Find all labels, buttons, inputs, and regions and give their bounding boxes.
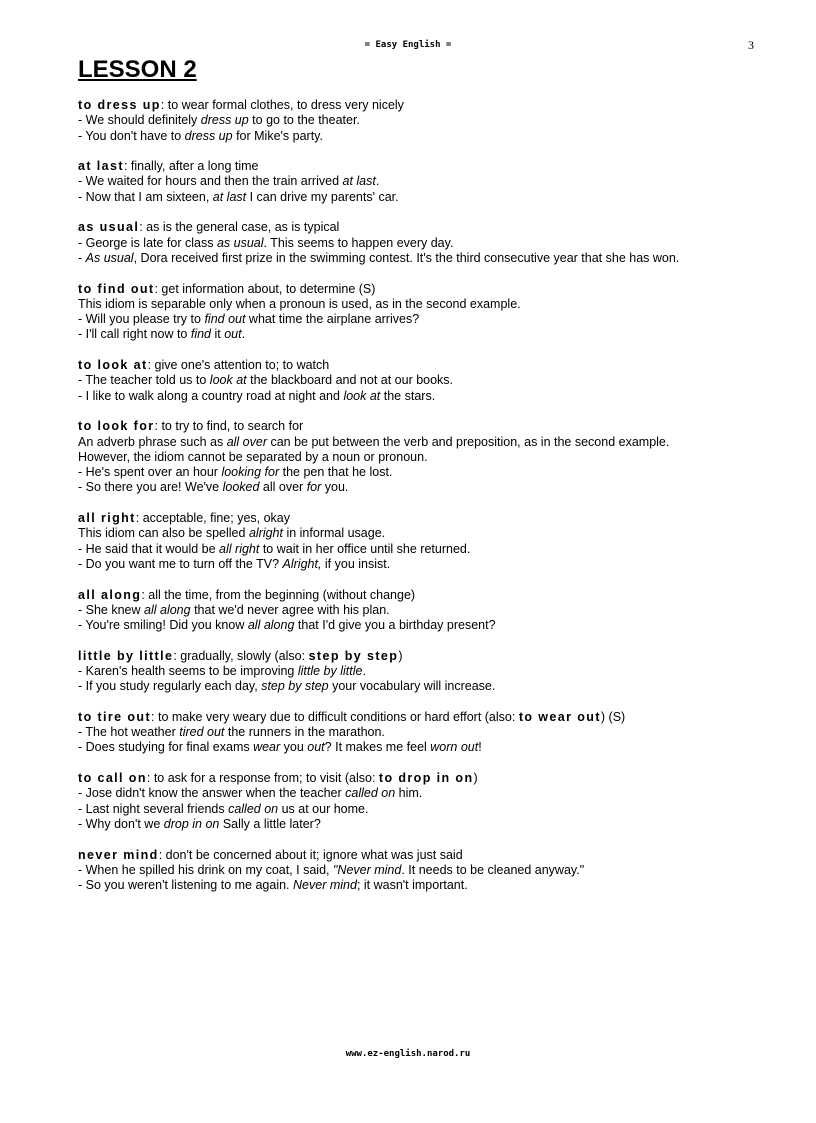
idiom-definition: [78, 511, 768, 526]
text-segment: . This seems to happen every day.: [263, 235, 454, 250]
idiom-definition: [78, 588, 768, 603]
idiom-example-line: [78, 327, 768, 342]
idiom-emphasis: step by step: [261, 679, 329, 694]
idiom-example-line: [78, 480, 768, 495]
text-segment: - Jose didn't know the answer when the teacher: [78, 786, 346, 801]
idiom-example-line: [78, 113, 768, 128]
text-segment: for Mike's party.: [232, 128, 323, 143]
text-segment: , Dora received first prize in the swimming contest. It's the third consecutive year that she has won.: [133, 250, 680, 265]
idiom-emphasis: worn out: [430, 740, 479, 755]
text-segment: the stars.: [380, 388, 436, 403]
idiom-example-line: [78, 526, 768, 541]
idiom-example-line: [78, 312, 768, 327]
text-segment: : get information about, to determine (S): [154, 281, 376, 296]
idiom-example-line: [78, 603, 768, 618]
idiom-emphasis: wear: [253, 740, 281, 755]
idiom-example-line: [78, 435, 768, 450]
idiom-entry-at-last: [78, 159, 768, 205]
idiom-definition: [78, 771, 768, 786]
idiom-example-line: [78, 190, 768, 205]
idiom-definition: [78, 282, 768, 297]
idiom-emphasis: alright: [248, 526, 283, 541]
idiom-term: to tire out: [78, 709, 152, 724]
text-segment: - She knew: [78, 602, 145, 617]
idiom-example-line: [78, 450, 768, 465]
idiom-emphasis: at last: [342, 174, 376, 189]
text-segment: - When he spilled his drink on my coat, I said,: [78, 862, 333, 877]
idiom-example-line: [78, 878, 768, 893]
text-segment: all over: [259, 480, 307, 495]
idiom-term: to drop in on: [378, 771, 474, 786]
idiom-example-line: [78, 863, 768, 878]
text-segment: that I'd give you a birthday present?: [294, 618, 496, 633]
idiom-list: [78, 98, 768, 909]
idiom-emphasis: "Never mind: [332, 862, 402, 877]
idiom-example-line: [78, 664, 768, 679]
text-segment: However, the idiom cannot be separated by a noun or pronoun.: [78, 449, 428, 464]
idiom-example-line: [78, 465, 768, 480]
idiom-definition: [78, 98, 768, 113]
idiom-emphasis: looked: [222, 480, 260, 495]
idiom-emphasis: find: [190, 327, 211, 342]
lesson-title: LESSON 2: [78, 56, 197, 83]
text-segment: : to ask for a response from; to visit (also:: [146, 771, 379, 786]
text-segment: - The teacher told us to: [78, 373, 210, 388]
idiom-example-line: [78, 389, 768, 404]
text-segment: if you insist.: [321, 556, 391, 571]
text-segment: - George is late for class: [78, 235, 217, 250]
idiom-definition: [78, 848, 768, 863]
text-segment: - Why don't we: [78, 816, 164, 831]
idiom-example-line: [78, 373, 768, 388]
text-segment: - We should definitely: [78, 113, 201, 128]
text-segment: . It needs to be cleaned anyway.": [401, 862, 585, 877]
text-segment: - The hot weather: [78, 725, 180, 740]
text-segment: to wait in her office until she returned.: [259, 541, 471, 556]
text-segment: - Karen's health seems to be improving: [78, 663, 298, 678]
idiom-emphasis: for: [306, 480, 322, 495]
text-segment: : finally, after a long time: [123, 159, 259, 174]
idiom-example-line: [78, 542, 768, 557]
text-segment: ): [473, 771, 478, 786]
idiom-emphasis: find out: [204, 312, 246, 327]
idiom-emphasis: called on: [228, 801, 279, 816]
idiom-emphasis: all along: [247, 618, 295, 633]
idiom-example-line: [78, 129, 768, 144]
idiom-emphasis: look at: [209, 373, 247, 388]
text-segment: !: [478, 740, 482, 755]
idiom-entry-to-find-out: [78, 282, 768, 343]
idiom-emphasis: out: [224, 327, 242, 342]
text-segment: to go to the theater.: [248, 113, 360, 128]
idiom-emphasis: called on: [345, 786, 396, 801]
idiom-example-line: [78, 679, 768, 694]
idiom-emphasis: little by little: [297, 663, 363, 678]
idiom-emphasis: Never mind: [293, 878, 357, 893]
text-segment: ) (S): [600, 709, 626, 724]
text-segment: : all the time, from the beginning (without change): [141, 587, 416, 602]
idiom-term: to look at: [78, 358, 148, 373]
text-segment: .: [362, 663, 366, 678]
text-segment: - Now that I am sixteen,: [78, 189, 213, 204]
text-segment: it: [211, 327, 225, 342]
idiom-term: never mind: [78, 847, 159, 862]
text-segment: him.: [395, 786, 423, 801]
idiom-emphasis: all along: [144, 602, 191, 617]
idiom-example-line: [78, 251, 768, 266]
idiom-emphasis: at last: [212, 189, 247, 204]
text-segment: .: [375, 174, 380, 189]
text-segment: : as is the general case, as is typical: [139, 220, 340, 235]
idiom-emphasis: all over: [226, 434, 267, 449]
text-segment: I can drive my parents' car.: [246, 189, 399, 204]
idiom-emphasis: all right: [219, 541, 260, 556]
idiom-emphasis: tired out: [179, 725, 225, 740]
text-segment: - So there you are! We've: [78, 480, 223, 495]
idiom-emphasis: dress up: [200, 113, 249, 128]
text-segment: the pen that he lost.: [279, 465, 393, 480]
idiom-term: to dress up: [78, 98, 161, 112]
idiom-entry-to-dress-up: [78, 98, 768, 144]
text-segment: : to wear formal clothes, to dress very nicely: [160, 98, 404, 112]
idiom-term: to look for: [78, 419, 155, 434]
text-segment: ? It makes me feel: [324, 740, 431, 755]
text-segment: the blackboard and not at our books.: [246, 373, 454, 388]
text-segment: - Does studying for final exams: [78, 740, 254, 755]
text-segment: - Do you want me to turn off the TV?: [78, 556, 283, 571]
text-segment: your vocabulary will increase.: [328, 679, 496, 694]
idiom-entry-all-right: [78, 511, 768, 572]
text-segment: what time the airplane arrives?: [245, 312, 420, 327]
text-segment: This idiom can also be spelled: [78, 526, 249, 541]
idiom-term: all along: [78, 587, 142, 602]
idiom-entry-all-along: [78, 588, 768, 634]
text-segment: - I'll call right now to: [78, 327, 191, 342]
page-number: 3: [748, 38, 754, 52]
text-segment: us at our home.: [278, 801, 369, 816]
text-segment: An adverb phrase such as: [78, 434, 227, 449]
idiom-definition: [78, 220, 768, 235]
text-segment: - Will you please try to: [78, 312, 205, 327]
idiom-definition: [78, 710, 768, 725]
idiom-term: to wear out: [518, 709, 601, 724]
text-segment: - You don't have to: [78, 128, 185, 143]
text-segment: that we'd never agree with his plan.: [190, 602, 390, 617]
text-segment: : acceptable, fine; yes, okay: [135, 511, 291, 526]
text-segment: - You're smiling! Did you know: [78, 618, 248, 633]
idiom-term: little by little: [78, 648, 174, 663]
idiom-example-line: [78, 740, 768, 755]
text-segment: in informal usage.: [282, 526, 386, 541]
idiom-emphasis: dress up: [184, 128, 233, 143]
idiom-definition: [78, 358, 768, 373]
idiom-entry-to-tire-out: [78, 710, 768, 756]
text-segment: Sally a little later?: [219, 816, 321, 831]
footer-url: www.ez-english.narod.ru: [345, 1049, 471, 1059]
idiom-example-line: [78, 236, 768, 251]
text-segment: -: [78, 250, 86, 265]
idiom-entry-to-look-for: [78, 419, 768, 495]
idiom-emphasis: As usual: [85, 250, 134, 265]
idiom-emphasis: look at: [343, 388, 381, 403]
idiom-emphasis: as usual: [216, 235, 264, 250]
idiom-emphasis: drop in on: [163, 816, 220, 831]
idiom-example-line: [78, 817, 768, 832]
idiom-emphasis: out: [307, 740, 325, 755]
text-segment: : give one's attention to; to watch: [147, 358, 330, 373]
text-segment: - He's spent over an hour: [78, 465, 222, 480]
idiom-term: step by step: [308, 648, 399, 663]
idiom-term: all right: [78, 511, 136, 526]
text-segment: you: [280, 740, 308, 755]
text-segment: This idiom is separable only when a pronoun is used, as in the second example.: [78, 296, 521, 311]
idiom-term: as usual: [78, 220, 140, 235]
idiom-term: at last: [78, 159, 124, 174]
idiom-term: to find out: [78, 281, 155, 296]
text-segment: - I like to walk along a country road at night and: [78, 388, 344, 403]
text-segment: - Last night several friends: [78, 801, 229, 816]
idiom-example-line: [78, 802, 768, 817]
text-segment: - So you weren't listening to me again.: [78, 878, 294, 893]
idiom-entry-to-look-at: [78, 358, 768, 404]
idiom-term: to call on: [78, 771, 147, 786]
idiom-entry-never-mind: [78, 848, 768, 894]
idiom-definition: [78, 419, 768, 434]
idiom-entry-to-call-on: [78, 771, 768, 832]
page-header: = Easy English =: [364, 40, 452, 50]
text-segment: : don't be concerned about it; ignore what was just said: [158, 847, 463, 862]
idiom-entry-little-by-little: [78, 649, 768, 695]
text-segment: .: [241, 327, 246, 342]
idiom-definition: [78, 159, 768, 174]
idiom-example-line: [78, 618, 768, 633]
text-segment: : gradually, slowly (also:: [173, 648, 309, 663]
text-segment: : to try to find, to search for: [154, 419, 304, 434]
text-segment: : to make very weary due to difficult conditions or hard effort (also:: [151, 709, 519, 724]
text-segment: can be put between the verb and preposition, as in the second example.: [267, 434, 670, 449]
idiom-example-line: [78, 174, 768, 189]
text-segment: - We waited for hours and then the train arrived: [78, 174, 343, 189]
idiom-emphasis: Alright,: [282, 556, 322, 571]
text-segment: - If you study regularly each day,: [78, 679, 262, 694]
text-segment: - He said that it would be: [78, 541, 220, 556]
idiom-example-line: [78, 297, 768, 312]
idiom-example-line: [78, 725, 768, 740]
idiom-example-line: [78, 557, 768, 572]
idiom-definition: [78, 649, 768, 664]
text-segment: ): [398, 648, 403, 663]
text-segment: ; it wasn't important.: [356, 878, 468, 893]
idiom-entry-as-usual: [78, 220, 768, 266]
idiom-example-line: [78, 786, 768, 801]
text-segment: the runners in the marathon.: [224, 725, 385, 740]
idiom-emphasis: looking for: [221, 465, 280, 480]
text-segment: you.: [321, 480, 349, 495]
